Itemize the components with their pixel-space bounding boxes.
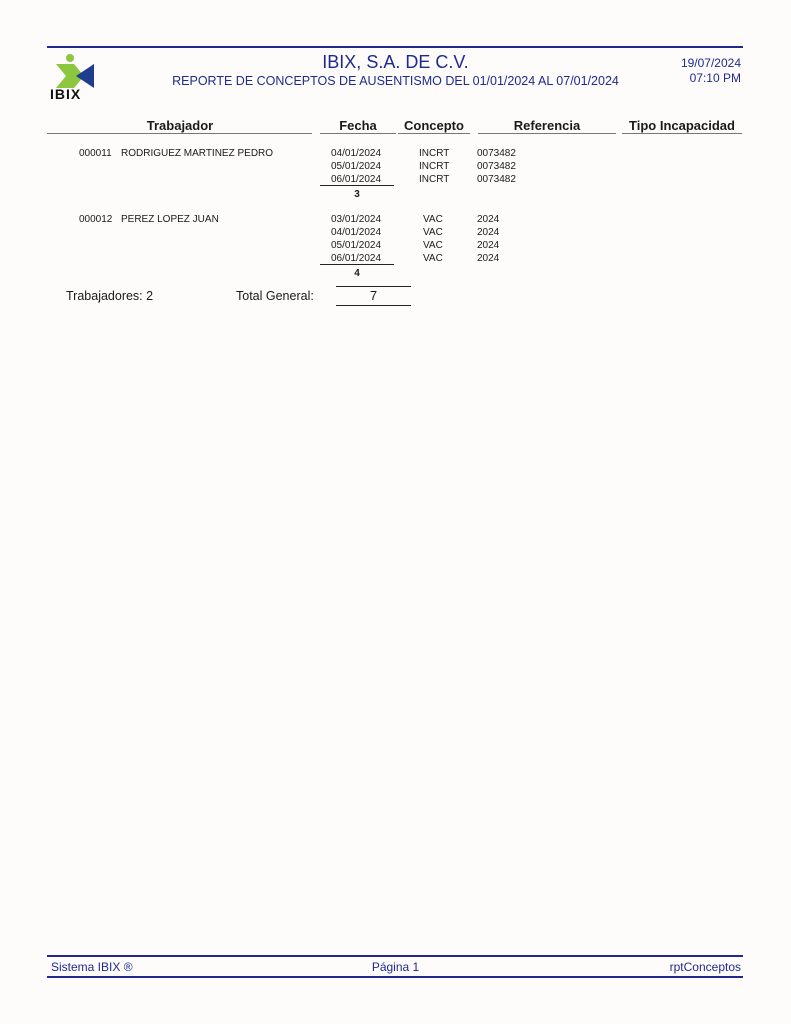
- table-row-fecha: 03/01/2024: [331, 214, 382, 225]
- header-underline-trabajador: [47, 133, 312, 134]
- subtotal-rule: [320, 185, 394, 186]
- trabajadores-count: Trabajadores: 2: [66, 289, 154, 303]
- table-row-fecha: 04/01/2024: [331, 227, 382, 238]
- header-underline-referencia: [478, 133, 616, 134]
- footer-bottom-rule: [47, 976, 743, 978]
- footer-top-rule: [47, 955, 743, 957]
- report-time: 07:10 PM: [689, 71, 741, 85]
- report-subtitle: REPORTE DE CONCEPTOS DE AUSENTISMO DEL 01/01/2024 AL 07/01/2024: [172, 74, 619, 88]
- table-row-fecha: 06/01/2024: [331, 174, 382, 185]
- table-row-referencia: 0073482: [477, 161, 516, 172]
- table-row-concepto: VAC: [423, 214, 443, 225]
- worker-id: 000012: [79, 214, 113, 225]
- table-row-fecha: 05/01/2024: [331, 240, 382, 251]
- total-general-label: Total General:: [236, 289, 314, 303]
- worker-subtotal: 4: [354, 268, 360, 279]
- table-row-concepto: VAC: [423, 240, 443, 251]
- table-row-referencia: 2024: [477, 240, 500, 251]
- col-referencia: Referencia: [513, 118, 581, 133]
- table-row-referencia: 2024: [477, 253, 500, 264]
- worker-name: PEREZ LOPEZ JUAN: [121, 214, 219, 225]
- table-row-fecha: 04/01/2024: [331, 148, 382, 159]
- table-row-referencia: 0073482: [477, 148, 516, 159]
- col-concepto: Concepto: [404, 118, 464, 133]
- footer-report-name: rptConceptos: [669, 960, 741, 974]
- footer-page-number: Página 1: [371, 960, 420, 974]
- total-top-rule: [336, 286, 411, 287]
- table-row-concepto: INCRT: [419, 161, 450, 172]
- footer-system: Sistema IBIX ®: [51, 960, 133, 974]
- col-trabajador: Trabajador: [146, 118, 214, 133]
- table-row-referencia: 2024: [477, 214, 500, 225]
- worker-subtotal: 3: [354, 189, 360, 200]
- header-underline-tipo: [622, 133, 742, 134]
- subtotal-rule: [320, 264, 394, 265]
- table-row-concepto: INCRT: [419, 174, 450, 185]
- report-date: 19/07/2024: [680, 56, 741, 70]
- table-row-fecha: 06/01/2024: [331, 253, 382, 264]
- total-bottom-rule: [336, 305, 411, 306]
- header-top-rule: [47, 46, 743, 48]
- worker-name: RODRIGUEZ MARTINEZ PEDRO: [121, 148, 274, 159]
- total-general-value: 7: [369, 288, 378, 303]
- table-row-concepto: VAC: [423, 253, 443, 264]
- table-row-referencia: 0073482: [477, 174, 516, 185]
- col-tipo-incapacidad: Tipo Incapacidad: [629, 118, 735, 133]
- header-underline-concepto: [398, 133, 470, 134]
- table-row-referencia: 2024: [477, 227, 500, 238]
- logo-text: IBIX: [50, 86, 82, 102]
- worker-id: 000011: [79, 148, 112, 159]
- table-row-fecha: 05/01/2024: [331, 161, 382, 172]
- header-underline-fecha: [320, 133, 396, 134]
- table-row-concepto: VAC: [423, 227, 443, 238]
- company-name: IBIX, S.A. DE C.V.: [322, 52, 469, 72]
- table-row-concepto: INCRT: [419, 148, 450, 159]
- col-fecha: Fecha: [339, 118, 377, 133]
